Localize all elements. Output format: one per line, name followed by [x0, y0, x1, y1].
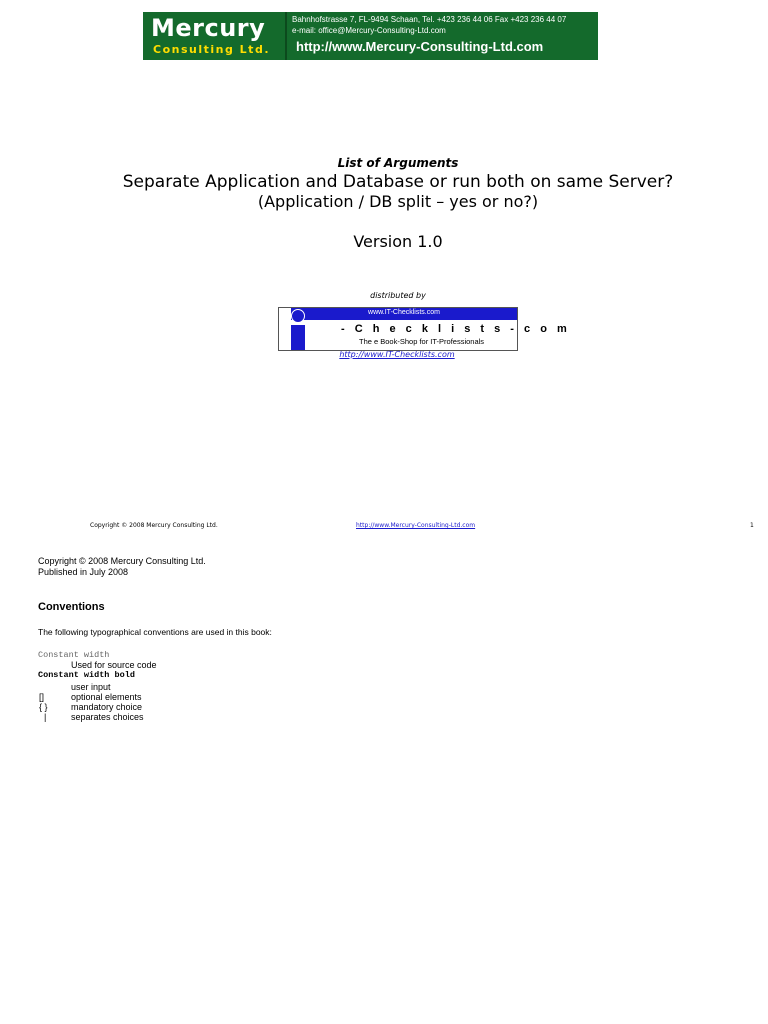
logo-i-stem-icon — [291, 325, 305, 350]
conventions-intro: The following typographical conventions are used in this book: — [38, 627, 272, 637]
footer-link[interactable]: http://www.Mercury-Consulting-Ltd.com — [356, 522, 476, 529]
banner-email: e-mail: office@Mercury-Consulting-Ltd.com — [292, 26, 446, 35]
document-title: Separate Application and Database or run both on same Server? — [122, 172, 674, 192]
footer-copyright: Copyright © 2008 Mercury Consulting Ltd. — [90, 522, 218, 529]
convention-constant-width-bold-desc: user input — [71, 682, 111, 692]
distributed-by-label: distributed by — [370, 291, 426, 300]
convention-optional-desc: optional elements — [71, 692, 142, 702]
document-kind: List of Arguments — [337, 156, 459, 170]
convention-optional-symbol: [] — [39, 692, 45, 702]
convention-mandatory-symbol: { } — [39, 702, 48, 712]
conventions-heading: Conventions — [38, 601, 105, 613]
document-subtitle: (Application / DB split – yes or no?) — [257, 192, 539, 211]
brand-subtitle: Consulting Ltd. — [153, 43, 270, 56]
banner-address: Bahnhofstrasse 7, FL-9494 Schaan, Tel. +423 236 44 06 Fax +423 236 44 07 — [292, 15, 567, 24]
document-version: Version 1.0 — [353, 232, 443, 251]
it-checklists-link[interactable]: http://www.IT-Checklists.com — [339, 350, 455, 359]
convention-separator-desc: separates choices — [71, 712, 144, 722]
banner-divider — [285, 12, 287, 60]
logo-bar-text: www.IT-Checklists.com — [368, 309, 440, 316]
convention-separator-symbol: | — [44, 712, 47, 722]
logo-i-dot-icon — [291, 309, 305, 323]
convention-constant-width-bold: Constant width bold — [38, 670, 135, 680]
convention-constant-width-desc: Used for source code — [71, 660, 157, 670]
banner-url[interactable]: http://www.Mercury-Consulting-Ltd.com — [296, 39, 544, 54]
convention-constant-width: Constant width — [38, 650, 110, 660]
copyright-line: Copyright © 2008 Mercury Consulting Ltd. — [38, 556, 206, 566]
logo-wordmark: - C h e c k l i s t s - c o m — [341, 323, 571, 335]
logo-tagline: The e Book-Shop for IT-Professionals — [359, 337, 485, 346]
mercury-banner — [143, 12, 598, 60]
brand-name: Mercury — [151, 14, 266, 42]
it-checklists-logo[interactable] — [278, 307, 571, 351]
footer-page-number: 1 — [750, 522, 754, 529]
published-line: Published in July 2008 — [38, 567, 129, 577]
convention-mandatory-desc: mandatory choice — [71, 702, 143, 712]
logo-top-bar — [291, 308, 517, 320]
